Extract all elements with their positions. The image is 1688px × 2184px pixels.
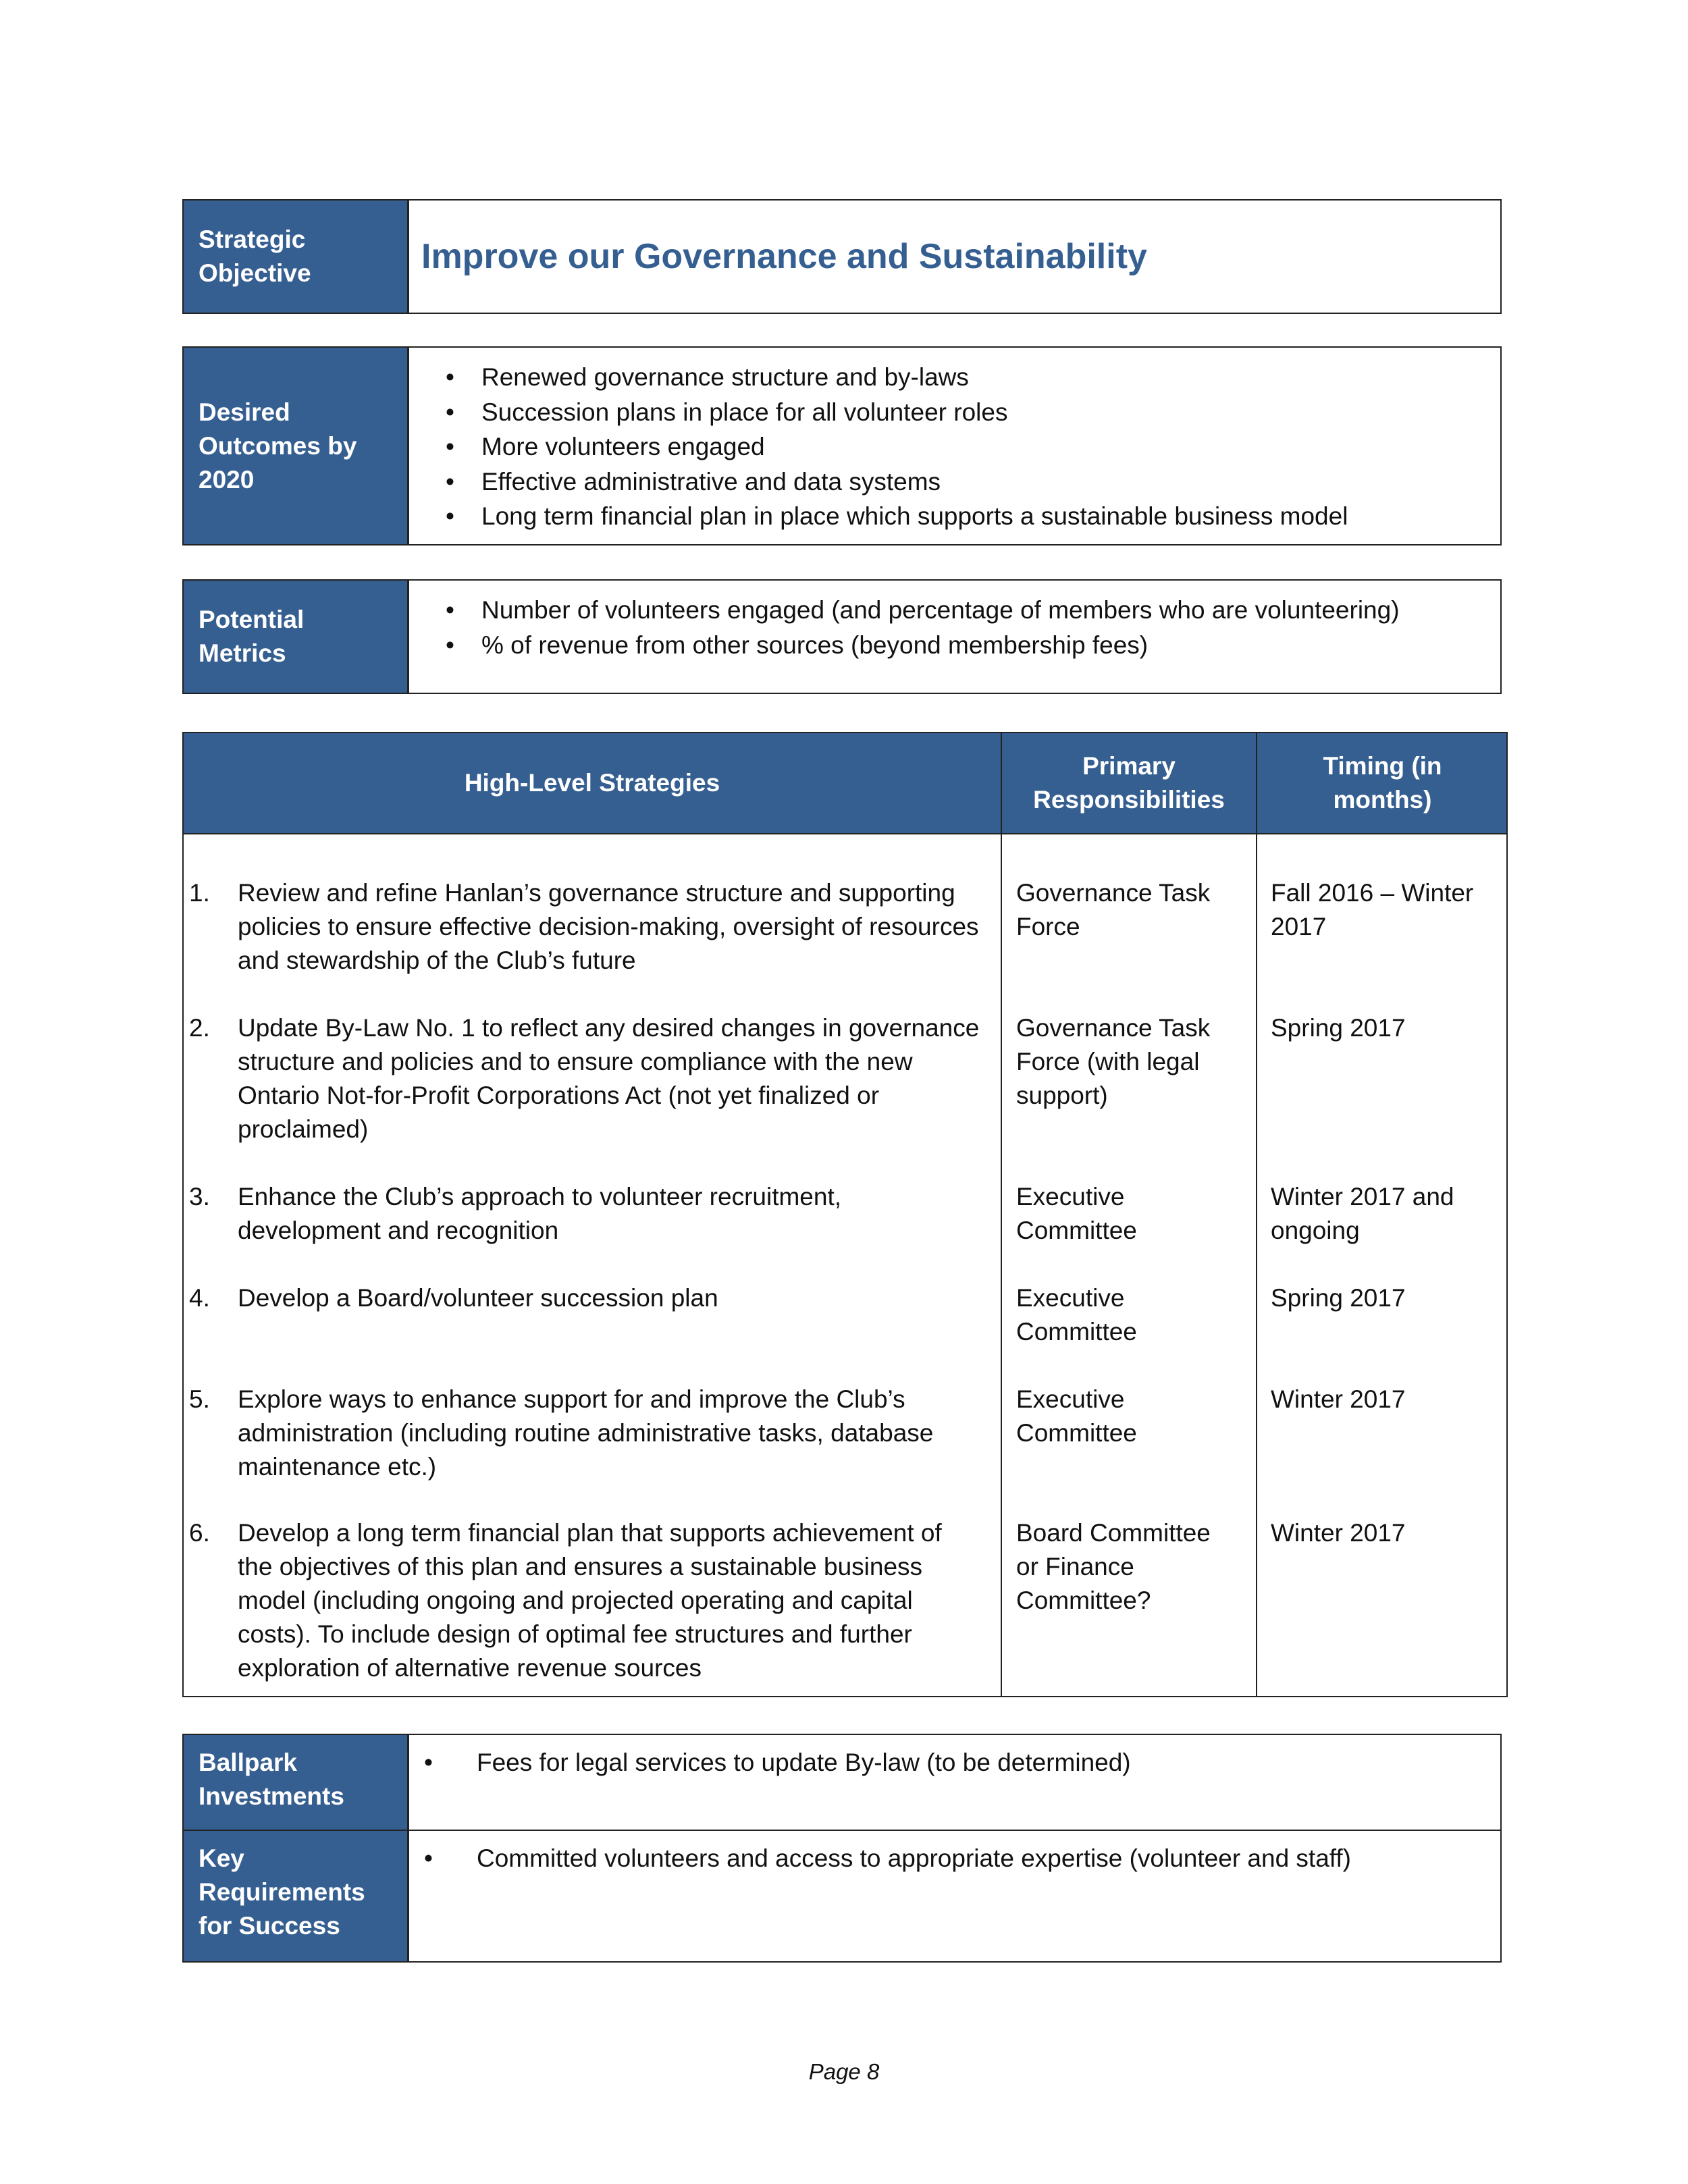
row-number: 5. (189, 1385, 210, 1413)
list-item: • Number of volunteers engaged (and percentage of members who are volunteering) (446, 593, 1500, 628)
strategy-text: Update By-Law No. 1 to reflect any desired changes in governance structure and policies and to ensure compliance with the new Ontario Not-for-Profit Corporations Act (not yet finalized or proclaimed) (238, 1014, 980, 1143)
timing-cell: Spring 2017 (1271, 1014, 1406, 1042)
list-item: • Renewed governance structure and by-laws (446, 360, 1500, 395)
investments-row (184, 1735, 1500, 1831)
responsibility-cell: Governance Task Force (1016, 879, 1211, 940)
desired-outcomes-label: Desired Outcomes by 2020 (184, 348, 409, 544)
timing-cell: Winter 2017 (1271, 1385, 1406, 1413)
investments-item (409, 1735, 1131, 1830)
strategy-text: Develop a long term financial plan that supports achievement of the objectives of this plan and ensures a sustainable business model (including ongoing and projected operating and capital costs). To include design of optimal fee structures and further exploration of alternative revenue sources (238, 1519, 942, 1682)
responsibility-cell: Board Committee or Finance Committee? (1016, 1519, 1211, 1614)
desired-outcomes-box (182, 346, 1502, 545)
row-number: 6. (189, 1519, 210, 1547)
investments-text: Fees for legal services to update By-law (to be determined) (477, 1749, 1131, 1776)
row-number: 3. (189, 1183, 210, 1210)
strategy-text: Review and refine Hanlan’s governance structure and supporting policies to ensure effective decision-making, oversight of resources and stewardship of the Club’s future (238, 879, 979, 974)
timing-cell: Winter 2017 (1271, 1519, 1406, 1547)
requirements-row (184, 1831, 1500, 1961)
responsibility-cell: Executive Committee (1016, 1385, 1137, 1447)
ballpark-investments-label: Ballpark Investments (184, 1735, 409, 1830)
list-item: • More volunteers engaged (446, 429, 1500, 464)
row-number: 1. (189, 879, 210, 907)
header-responsibilities: Primary Responsibilities (1033, 752, 1225, 814)
strategy-text: Enhance the Club’s approach to volunteer recruitment, development and recognition (238, 1183, 842, 1244)
requirements-item (409, 1831, 1351, 1961)
row-number: 4. (189, 1284, 210, 1312)
potential-metrics-list (446, 593, 1500, 662)
list-item: • % of revenue from other sources (beyond membership fees) (446, 628, 1500, 663)
list-item: • Effective administrative and data systems (446, 464, 1500, 500)
page-title: Improve our Governance and Sustainability (421, 237, 1147, 276)
potential-metrics-box (182, 579, 1502, 694)
timing-cell: Winter 2017 and ongoing (1271, 1183, 1454, 1244)
strategic-objective-box (182, 199, 1502, 314)
page-number: Page 8 (808, 2059, 880, 2084)
requirements-text: Committed volunteers and access to appropriate expertise (volunteer and staff) (477, 1844, 1351, 1872)
bullet-icon: • (424, 1844, 433, 1872)
responsibility-cell: Governance Task Force (with legal support) (1016, 1014, 1211, 1109)
responsibility-cell: Executive Committee (1016, 1284, 1137, 1346)
column-divider (1256, 733, 1257, 1696)
investments-requirements-box (182, 1734, 1502, 1963)
list-item: • Succession plans in place for all volunteer roles (446, 395, 1500, 430)
desired-outcomes-list (446, 360, 1500, 534)
strategies-table-header (184, 733, 1506, 834)
list-item: • Long term financial plan in place which supports a sustainable business model (446, 499, 1500, 534)
timing-cell: Spring 2017 (1271, 1284, 1406, 1312)
strategies-table (182, 732, 1508, 1697)
row-number: 2. (189, 1014, 210, 1042)
column-divider (1001, 733, 1002, 1696)
responsibility-cell: Executive Committee (1016, 1183, 1137, 1244)
header-strategies: High-Level Strategies (464, 769, 720, 797)
key-requirements-label: Key Requirements for Success (184, 1831, 409, 1961)
strategy-text: Explore ways to enhance support for and improve the Club’s administration (including routine administrative tasks, database maintenance etc.) (238, 1385, 934, 1481)
timing-cell: Fall 2016 – Winter 2017 (1271, 879, 1474, 940)
header-timing: Timing (in months) (1323, 752, 1442, 814)
strategic-objective-label: Strategic Objective (184, 201, 409, 313)
potential-metrics-label: Potential Metrics (184, 581, 409, 693)
strategy-text: Develop a Board/volunteer succession plan (238, 1284, 718, 1312)
bullet-icon: • (424, 1749, 433, 1776)
